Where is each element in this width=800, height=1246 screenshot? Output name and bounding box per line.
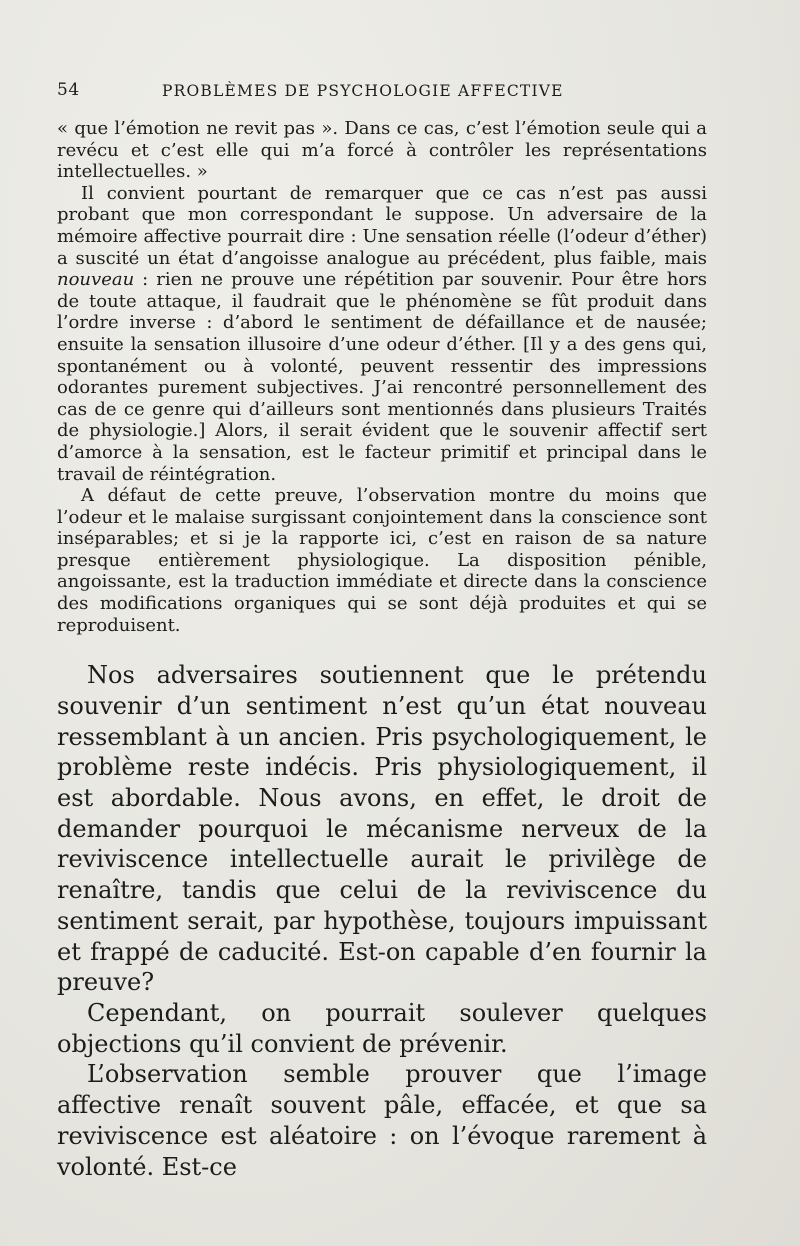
body-paragraph-2: Cependant, on pourrait soulever quelques objections qu’il convient de prévenir. [57,998,707,1058]
book-page [57,72,707,1182]
quote-paragraph-1: « que l’émotion ne revit pas ». Dans ce cas, c’est l’émotion seule qui a revécu et c’est elle qui m’a forcé à contrôler les représentations intellectuelles. » [57,118,707,183]
italic-word: nouveau [57,269,135,291]
main-text [57,660,707,1182]
page-number: 54 [57,80,80,100]
body-paragraph-1: Nos adversaires soutiennent que le prétendu souvenir d’un sentiment n’est qu’un état nouveau ressemblant à un ancien. Pris psychologiquement, le problème reste indécis. Pris physiologiquement, il est abordable. Nous avons, en effet, le droit de demander pourquoi le mécanisme nerveux de la reviviscence intellectuelle aurait le privilège de renaître, tandis que celui de la reviviscence du sentiment serait, par hypothèse, toujours impuissant et frappé de caducité. Est-on capable d’en fournir la preuve? [57,661,707,997]
running-head [57,72,707,102]
quoted-passage [57,118,707,636]
quote-paragraph-2: Il convient pourtant de remarquer que ce cas n’est pas aussi probant que mon correspondant le suppose. Un adversaire de la mémoire affective pourrait dire : Une sensation réelle (l’odeur d’éther) a suscité un état d’angoisse analogue au précédent, plus faible, mais nouveau : rien ne prouve une répétition par souvenir. Pour être hors de toute attaque, il faudrait que le phénomène se fût produit dans l’ordre inverse : d’abord le sentiment de défaillance et de nausée; ensuite la sensation illusoire d’une odeur d’éther. [Il y a des gens qui, spontanément ou à volonté, peuvent ressentir des impressions odorantes purement subjectives. J’ai rencontré personnellement des cas de ce genre qui d’ailleurs sont mentionnés dans plusieurs Traités de physiologie.] Alors, il serait évident que le souvenir affectif sert d’amorce à la sensation, est le facteur primitif et principal dans le travail de réintégration. [57,182,707,485]
running-title: PROBLÈMES DE PSYCHOLOGIE AFFECTIVE [162,82,564,100]
body-paragraph-3: L’observation semble prouver que l’image affective renaît souvent pâle, effacée, et que sa reviviscence est aléatoire : on l’évoque rarement à volonté. Est-ce [57,1060,707,1181]
quote-paragraph-3: A défaut de cette preuve, l’observation montre du moins que l’odeur et le malaise surgissant conjointement dans la conscience sont inséparables; et si je la rapporte ici, c’est en raison de sa nature presque entièrement physiologique. La disposition pénible, angoissante, est la traduction immédiate et directe dans la conscience des modifications organiques qui se sont déjà produites et qui se reproduisent. [57,485,707,636]
